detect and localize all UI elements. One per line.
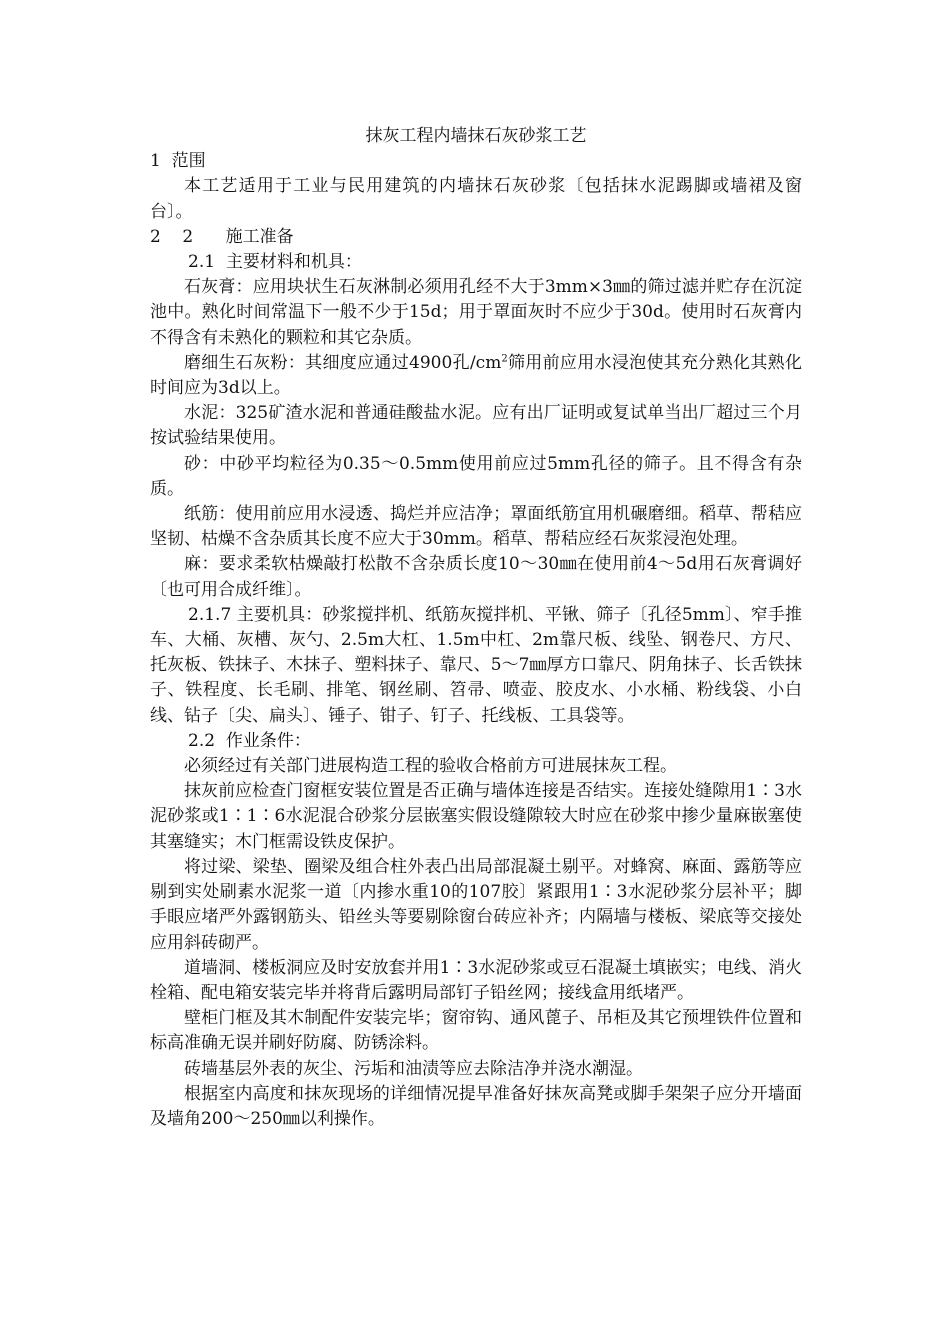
paragraph-condition-3: 将过梁、梁垫、圈梁及组合柱外表凸出局部混凝土剔平。对蜂窝、麻面、露筋等应剔到实处刷素水泥浆一道〔内掺水重10的107胶〕紧跟用1∶3水泥砂浆分层补平；脚手眼应堵严外露钢筋头、铅丝头等要剔除窗台砖应补齐；内隔墙与楼板、梁底等交接处应用斜砖砌严。 bbox=[150, 856, 802, 953]
superscript-2: 2 bbox=[501, 353, 508, 365]
paragraph-condition-1: 必须经过有关部门进展构造工程的验收合格前方可进展抹灰工程。 bbox=[184, 756, 677, 777]
quicklime-text-b: 筛用前应用水浸泡使其充分熟化其熟化时间应为3d以上。 bbox=[150, 352, 802, 399]
paragraph-condition-6: 砖墙基层外表的灰尘、污垢和油渍等应去除洁净并浇水潮湿。 bbox=[184, 1058, 643, 1079]
paragraph-lime-putty: 石灰膏：应用块状生石灰淋制必须用孔经不大于3mm×3㎜的筛过滤并贮存在沉淀池中。熟化时间常温下一般不少于15d；用于罩面灰时不应少于30d。使用时石灰膏内不得含有未熟化的颗粒和其它杂质。 bbox=[150, 277, 802, 348]
paragraph-quicklime-powder bbox=[150, 351, 802, 401]
section-1-body: 本工艺适用于工业与民用建筑的内墙抹石灰砂浆〔包括抹水泥踢脚或墙裙及窗台〕。 bbox=[150, 176, 802, 222]
paragraph-paper-fiber: 纸筋：使用前应用水浸透、捣烂并应洁净；罩面纸筋宜用机碾磨细。稻草、帮秸应坚韧、枯燥不含杂质其长度不应大于30mm。稻草、帮秸应经石灰浆浸泡处理。 bbox=[150, 504, 802, 550]
paragraph-condition-5: 壁柜门框及其木制配件安装完毕；窗帘钩、通风蓖子、吊柜及其它预埋铁件位置和标高准确无误并刷好防腐、防锈涂料。 bbox=[150, 1008, 802, 1054]
document-page bbox=[150, 124, 802, 1132]
subsection-2-1-heading: 2.1 主要材料和机具： bbox=[188, 252, 362, 273]
quicklime-text-a: 磨细生石灰粉：其细度应通过4900孔/cm bbox=[184, 352, 502, 373]
section-2-heading: 2 2 施工准备 bbox=[150, 226, 294, 247]
document-title: 抹灰工程内墙抹石灰砂浆工艺 bbox=[365, 126, 587, 146]
paragraph-condition-4: 道墙洞、楼板洞应及时安放套并用1∶3水泥砂浆或豆石混凝土填嵌实；电线、消火栓箱、配电箱安装完毕并将背后露明局部钉子铅丝网；接线盒用纸堵严。 bbox=[150, 957, 802, 1003]
paragraph-condition-7: 根据室内高度和抹灰现场的详细情况提早准备好抹灰高凳或脚手架架子应分开墙面及墙角200～250㎜以利操作。 bbox=[150, 1083, 802, 1129]
paragraph-main-tools: 2.1.7 主要机具：砂浆搅拌机、纸筋灰搅拌机、平锹、筛子〔孔径5mm〕、窄手推车、大桶、灰槽、灰勺、2.5m大杠、1.5m中杠、2m靠尺板、线坠、钢卷尺、方尺、托灰板、铁抹子、木抹子、塑料抹子、靠尺、5～7㎜厚方口靠尺、阴角抹子、长舌铁抹子、铁程度、长毛刷、排笔、钢丝刷、笤帚、喷壶、胶皮水、小水桶、粉线袋、小白线、钻子〔尖、扁头〕、锤子、钳子、钉子、托线板、工具袋等。 bbox=[150, 604, 802, 726]
section-1-heading: 1 范围 bbox=[150, 151, 206, 172]
paragraph-condition-2: 抹灰前应检查门窗框安装位置是否正确与墙体连接是否结实。连接处缝隙用1∶3水泥砂浆或1∶1∶6水泥混合砂浆分层嵌塞实假设缝隙较大时应在砂浆中掺少量麻嵌塞使其塞缝实；木门框需设铁皮保护。 bbox=[150, 781, 802, 852]
paragraph-sand: 砂：中砂平均粒径为0.35～0.5mm使用前应过5mm孔径的筛子。且不得含有杂质。 bbox=[150, 453, 802, 499]
subsection-2-2-heading: 2.2 作业条件： bbox=[188, 730, 311, 751]
paragraph-hemp: 麻：要求柔软枯燥敲打松散不含杂质长度10～30㎜在使用前4～5d用石灰膏调好〔也可用合成纤维〕。 bbox=[150, 554, 802, 600]
paragraph-cement: 水泥：325矿渣水泥和普通硅酸盐水泥。应有出厂证明或复试单当出厂超过三个月按试验结果使用。 bbox=[150, 403, 802, 449]
